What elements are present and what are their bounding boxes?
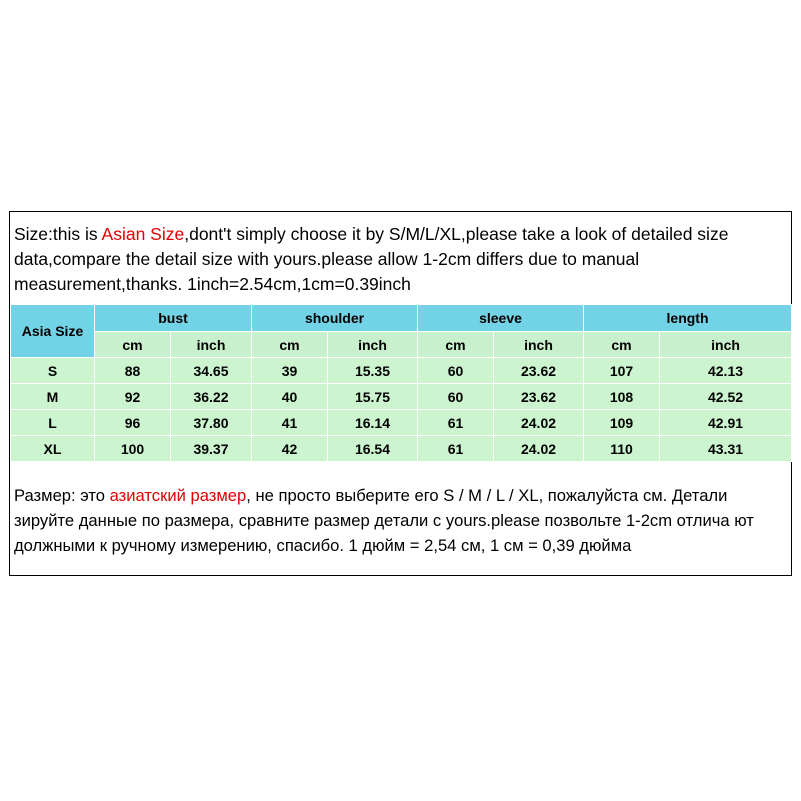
table-cell: 41 xyxy=(252,410,328,436)
size-note-russian xyxy=(14,483,790,558)
unit-header: inch xyxy=(328,332,418,358)
table-row xyxy=(11,410,792,436)
size-table xyxy=(10,304,792,462)
table-cell: 23.62 xyxy=(494,358,584,384)
table-cell: 61 xyxy=(418,436,494,462)
table-cell: 43.31 xyxy=(660,436,792,462)
table-cell: 92 xyxy=(95,384,171,410)
note-en-highlight: Asian Size xyxy=(101,224,185,244)
table-cell: 24.02 xyxy=(494,436,584,462)
table-cell: 42 xyxy=(252,436,328,462)
table-cell: 16.14 xyxy=(328,410,418,436)
table-cell: 88 xyxy=(95,358,171,384)
table-row xyxy=(11,358,792,384)
size-cell: S xyxy=(11,358,95,384)
table-cell: 108 xyxy=(584,384,660,410)
table-cell: 60 xyxy=(418,384,494,410)
table-row xyxy=(11,436,792,462)
table-cell: 37.80 xyxy=(171,410,252,436)
table-cell: 110 xyxy=(584,436,660,462)
table-cell: 100 xyxy=(95,436,171,462)
table-cell: 36.22 xyxy=(171,384,252,410)
note-en-rest: ,dont't simply choose it by S/M/L/XL,please take a look of detailed size data,compare the detail size with yours.please allow 1-2cm differs due to manual measurement,thanks. 1inch=2.54cm,1cm=0.39inch xyxy=(14,224,729,294)
table-cell: 96 xyxy=(95,410,171,436)
note-en-prefix: Size:this is xyxy=(14,224,102,244)
table-cell: 109 xyxy=(584,410,660,436)
note-ru-rest: , не просто выберите его S / M / L / XL, пожалуйста см. Детали зируйте данные по размера, сравните размер детали с yours.please позвольте 1-2cm отлича ют должными к ручному измерению, спасибо. 1 дюйм = 2,54 см, 1 см = 0,39 дюйма xyxy=(14,486,754,555)
table-cell: 42.52 xyxy=(660,384,792,410)
unit-header: cm xyxy=(584,332,660,358)
size-note-english xyxy=(14,222,786,297)
table-header-row xyxy=(11,305,792,332)
table-cell: 40 xyxy=(252,384,328,410)
unit-header: cm xyxy=(252,332,328,358)
table-cell: 23.62 xyxy=(494,384,584,410)
unit-header: cm xyxy=(418,332,494,358)
corner-header: Asia Size xyxy=(11,305,95,358)
unit-header: inch xyxy=(494,332,584,358)
table-unit-row xyxy=(11,332,792,358)
table-cell: 39.37 xyxy=(171,436,252,462)
size-chart-box xyxy=(9,211,792,576)
unit-header: inch xyxy=(171,332,252,358)
table-cell: 15.35 xyxy=(328,358,418,384)
note-ru-prefix: Размер: это xyxy=(14,486,110,505)
table-cell: 16.54 xyxy=(328,436,418,462)
size-cell: XL xyxy=(11,436,95,462)
table-cell: 60 xyxy=(418,358,494,384)
group-header: sleeve xyxy=(418,305,584,332)
unit-header: inch xyxy=(660,332,792,358)
table-cell: 42.91 xyxy=(660,410,792,436)
group-header: bust xyxy=(95,305,252,332)
table-cell: 42.13 xyxy=(660,358,792,384)
size-cell: L xyxy=(11,410,95,436)
group-header: shoulder xyxy=(252,305,418,332)
unit-header: cm xyxy=(95,332,171,358)
note-ru-highlight: азиатский размер xyxy=(109,486,247,505)
group-header: length xyxy=(584,305,792,332)
size-cell: M xyxy=(11,384,95,410)
table-cell: 61 xyxy=(418,410,494,436)
table-cell: 24.02 xyxy=(494,410,584,436)
table-cell: 34.65 xyxy=(171,358,252,384)
table-cell: 15.75 xyxy=(328,384,418,410)
table-cell: 107 xyxy=(584,358,660,384)
table-row xyxy=(11,384,792,410)
table-cell: 39 xyxy=(252,358,328,384)
